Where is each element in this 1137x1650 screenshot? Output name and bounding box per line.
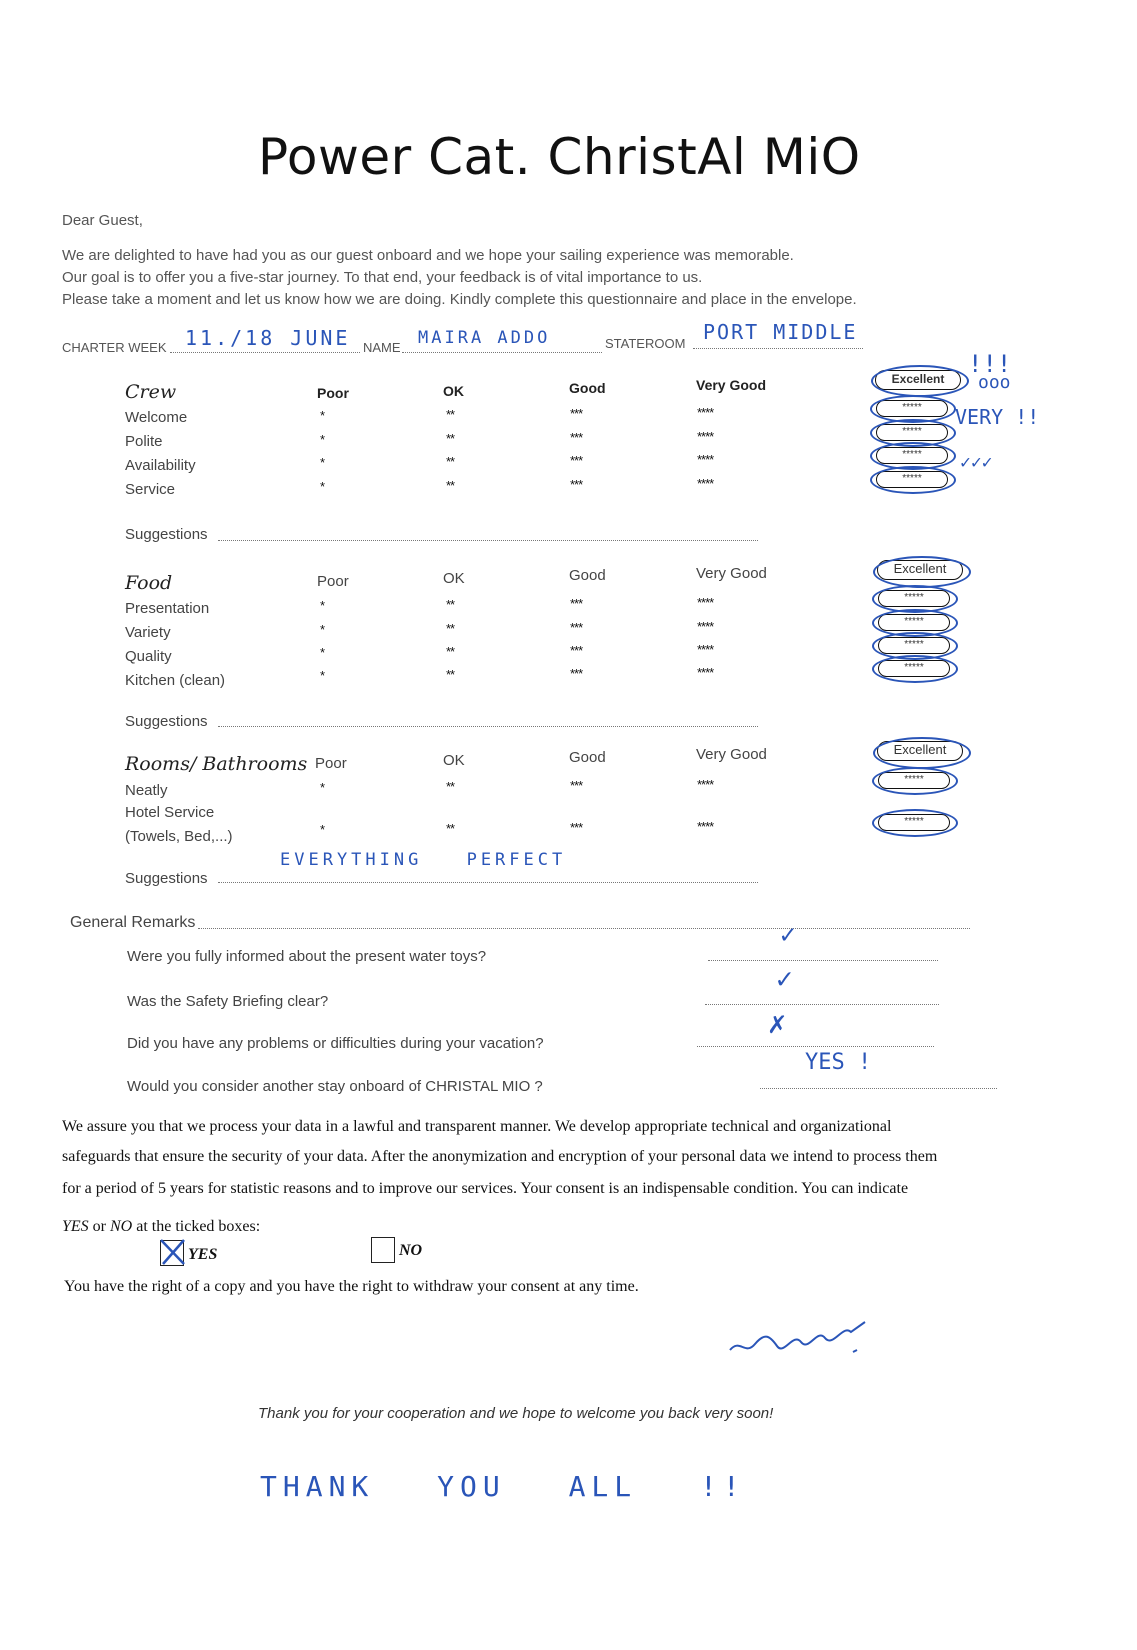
crew-header-good: Good xyxy=(569,380,606,396)
food-row3-stars-1[interactable]: * xyxy=(320,645,325,660)
food-row4-stars-2[interactable]: ** xyxy=(446,667,455,682)
crew-row1-stars-5[interactable]: ***** xyxy=(876,400,948,417)
rooms-row1-stars-5[interactable]: ***** xyxy=(878,772,950,789)
rooms-row1-stars-1[interactable]: * xyxy=(320,780,325,795)
rooms-header-very-good: Very Good xyxy=(696,746,767,763)
food-row3-stars-3[interactable]: *** xyxy=(570,643,583,658)
consent-no-checkbox[interactable] xyxy=(371,1237,395,1263)
charter-week-value[interactable]: 11./18 JUNE xyxy=(185,326,351,350)
food-row3-stars-5[interactable]: ***** xyxy=(878,637,950,654)
consent-yes-label: YES xyxy=(188,1246,218,1263)
question-1: Were you fully informed about the present water toys? xyxy=(127,948,487,965)
food-header-excellent: Excellent xyxy=(877,560,963,580)
consent-rights: You have the right of a copy and you have the right to withdraw your consent at any time. xyxy=(64,1278,639,1295)
food-row4-stars-5[interactable]: ***** xyxy=(878,660,950,677)
crew-suggestions-label: Suggestions xyxy=(125,526,208,543)
consent-line-3: for a period of 5 years for statistic reasons and to improve our services. Your consent is an indispensable condition. You can indicate xyxy=(62,1180,909,1197)
crew-row4-stars-4[interactable]: **** xyxy=(697,476,714,491)
crew-row3-stars-2[interactable]: ** xyxy=(446,454,455,469)
food-row2-stars-5[interactable]: ***** xyxy=(878,614,950,631)
food-suggestions-label: Suggestions xyxy=(125,713,208,730)
rooms-excellent-circle xyxy=(873,737,971,769)
food-row4-stars-3[interactable]: *** xyxy=(570,666,583,681)
closing-text: Thank you for your cooperation and we hope to welcome you back very soon! xyxy=(258,1405,774,1422)
crew-header-excellent: Excellent xyxy=(875,370,961,390)
name-label: NAME xyxy=(363,340,401,355)
food-section-title: Food xyxy=(125,572,173,594)
greeting: Dear Guest, xyxy=(62,212,143,229)
name-value[interactable]: MAIRA ADDO xyxy=(418,328,551,348)
consent-line-2: safeguards that ensure the security of your data. After the anonymization and encryption of your personal data we intend to process them xyxy=(62,1148,938,1165)
rooms-section-title: Rooms/ Bathrooms xyxy=(125,753,308,775)
crew-row4-stars-2[interactable]: ** xyxy=(446,478,455,493)
crew-item-welcome: Welcome xyxy=(125,409,188,426)
consent-line-4: YES or NO at the ticked boxes: xyxy=(62,1218,261,1235)
crew-header-very-good: Very Good xyxy=(696,377,767,393)
crew-row2-stars-1[interactable]: * xyxy=(320,432,325,447)
rooms-row2-stars-2[interactable]: ** xyxy=(446,821,455,836)
crew-row2-stars-5[interactable]: ***** xyxy=(876,424,948,441)
food-header-very-good: Very Good xyxy=(696,565,767,582)
crew-row4-stars-5[interactable]: ***** xyxy=(876,471,948,488)
crew-note-exclaim: !!! xyxy=(968,350,1012,378)
crew-note-circles: ooo xyxy=(978,372,1011,393)
food-row2-stars-4[interactable]: **** xyxy=(697,619,714,634)
food-row4-excellent-circle xyxy=(872,655,958,683)
crew-row3-stars-4[interactable]: **** xyxy=(697,452,714,467)
crew-row1-stars-2[interactable]: ** xyxy=(446,407,455,422)
rooms-header-ok: OK xyxy=(443,752,465,769)
handwritten-closing: THANK YOU ALL !! xyxy=(260,1470,746,1503)
rooms-row2-excellent-circle xyxy=(872,809,958,837)
crew-header-poor: Poor xyxy=(317,385,349,401)
crew-row1-stars-4[interactable]: **** xyxy=(697,405,714,420)
food-row2-stars-2[interactable]: ** xyxy=(446,621,455,636)
signature xyxy=(725,1308,885,1364)
crew-row4-excellent-circle xyxy=(870,466,956,494)
food-row2-stars-3[interactable]: *** xyxy=(570,620,583,635)
intro-line-3: Please take a moment and let us know how we are doing. Kindly complete this questionnaire and place in the envelope. xyxy=(62,291,857,308)
food-item-variety: Variety xyxy=(125,624,171,641)
food-row1-stars-2[interactable]: ** xyxy=(446,597,455,612)
crew-row2-stars-2[interactable]: ** xyxy=(446,431,455,446)
rooms-item-hotel-service: Hotel Service xyxy=(125,804,215,821)
rooms-item-towels-bed: (Towels, Bed,...) xyxy=(125,828,233,845)
rooms-suggestions-label: Suggestions xyxy=(125,870,208,887)
question-2-answer[interactable]: ✓ xyxy=(776,962,793,995)
food-excellent-circle xyxy=(873,556,971,588)
crew-note-ticks: ✓✓✓ xyxy=(960,452,993,473)
crew-note-very: VERY !! xyxy=(955,405,1040,429)
question-4-answer[interactable]: YES ! xyxy=(805,1050,872,1075)
rooms-row2-stars-1[interactable]: * xyxy=(320,822,325,837)
crew-row1-stars-1[interactable]: * xyxy=(320,408,325,423)
question-1-answer[interactable]: ✓ xyxy=(780,920,796,950)
food-row1-stars-1[interactable]: * xyxy=(320,598,325,613)
rooms-item-neatly: Neatly xyxy=(125,782,168,799)
food-row3-stars-4[interactable]: **** xyxy=(697,642,714,657)
crew-row2-stars-3[interactable]: *** xyxy=(570,430,583,445)
rooms-header-poor: Poor xyxy=(315,755,347,772)
food-row1-stars-4[interactable]: **** xyxy=(697,595,714,610)
crew-item-service: Service xyxy=(125,481,176,498)
rooms-header-good: Good xyxy=(569,749,606,766)
food-row2-stars-1[interactable]: * xyxy=(320,622,325,637)
rooms-row2-stars-3[interactable]: *** xyxy=(570,820,583,835)
rooms-header-excellent: Excellent xyxy=(877,741,963,761)
crew-header-ok: OK xyxy=(443,383,464,399)
food-row1-stars-5[interactable]: ***** xyxy=(878,590,950,607)
food-header-good: Good xyxy=(569,567,606,584)
general-remarks-label: General Remarks xyxy=(70,914,196,931)
consent-yes-checkmark xyxy=(157,1236,189,1268)
food-item-presentation: Presentation xyxy=(125,600,210,617)
document-title: Power Cat. ChristAl MiO xyxy=(258,128,861,186)
rooms-row1-stars-3[interactable]: *** xyxy=(570,778,583,793)
rooms-row1-excellent-circle xyxy=(872,767,958,795)
crew-row3-stars-3[interactable]: *** xyxy=(570,453,583,468)
question-4: Would you consider another stay onboard of CHRISTAL MIO ? xyxy=(127,1078,543,1095)
crew-item-polite: Polite xyxy=(125,433,163,450)
rooms-row1-stars-4[interactable]: **** xyxy=(697,777,714,792)
food-header-ok: OK xyxy=(443,570,465,587)
charter-week-label: CHARTER WEEK xyxy=(62,340,167,355)
rooms-row1-stars-2[interactable]: ** xyxy=(446,779,455,794)
food-row3-stars-2[interactable]: ** xyxy=(446,644,455,659)
crew-row4-stars-3[interactable]: *** xyxy=(570,477,583,492)
intro-line-1: We are delighted to have had you as our guest onboard and we hope your sailing experience was memorable. xyxy=(62,247,794,264)
food-row4-stars-1[interactable]: * xyxy=(320,668,325,683)
stateroom-label: STATEROOM xyxy=(605,336,686,351)
question-3: Did you have any problems or difficulties during your vacation? xyxy=(127,1035,544,1052)
rooms-row2-stars-4[interactable]: **** xyxy=(697,819,714,834)
crew-row3-stars-1[interactable]: * xyxy=(320,455,325,470)
food-header-poor: Poor xyxy=(317,573,349,590)
crew-row3-stars-5[interactable]: ***** xyxy=(876,447,948,464)
crew-excellent-circle xyxy=(871,365,969,397)
intro-line-2: Our goal is to offer you a five-star journey. To that end, your feedback is of vital importance to us. xyxy=(62,269,703,286)
crew-row1-stars-3[interactable]: *** xyxy=(570,406,583,421)
rooms-suggestion-value[interactable]: EVERYTHING PERFECT xyxy=(280,850,567,870)
food-item-kitchen: Kitchen (clean) xyxy=(125,672,226,689)
crew-section-title: Crew xyxy=(125,381,177,403)
crew-row4-stars-1[interactable]: * xyxy=(320,479,325,494)
question-2: Was the Safety Briefing clear? xyxy=(127,993,329,1010)
question-3-answer[interactable]: ✗ xyxy=(768,1006,787,1041)
rooms-row2-stars-5[interactable]: ***** xyxy=(878,814,950,831)
crew-row2-stars-4[interactable]: **** xyxy=(697,429,714,444)
consent-no-label: NO xyxy=(399,1242,423,1259)
food-row4-stars-4[interactable]: **** xyxy=(697,665,714,680)
crew-item-availability: Availability xyxy=(125,457,196,474)
stateroom-value[interactable]: PORT MIDDLE xyxy=(703,320,858,344)
food-item-quality: Quality xyxy=(125,648,172,665)
food-row1-stars-3[interactable]: *** xyxy=(570,596,583,611)
consent-line-1: We assure you that we process your data in a lawful and transparent manner. We develop appropriate technical and organizational xyxy=(62,1118,892,1135)
